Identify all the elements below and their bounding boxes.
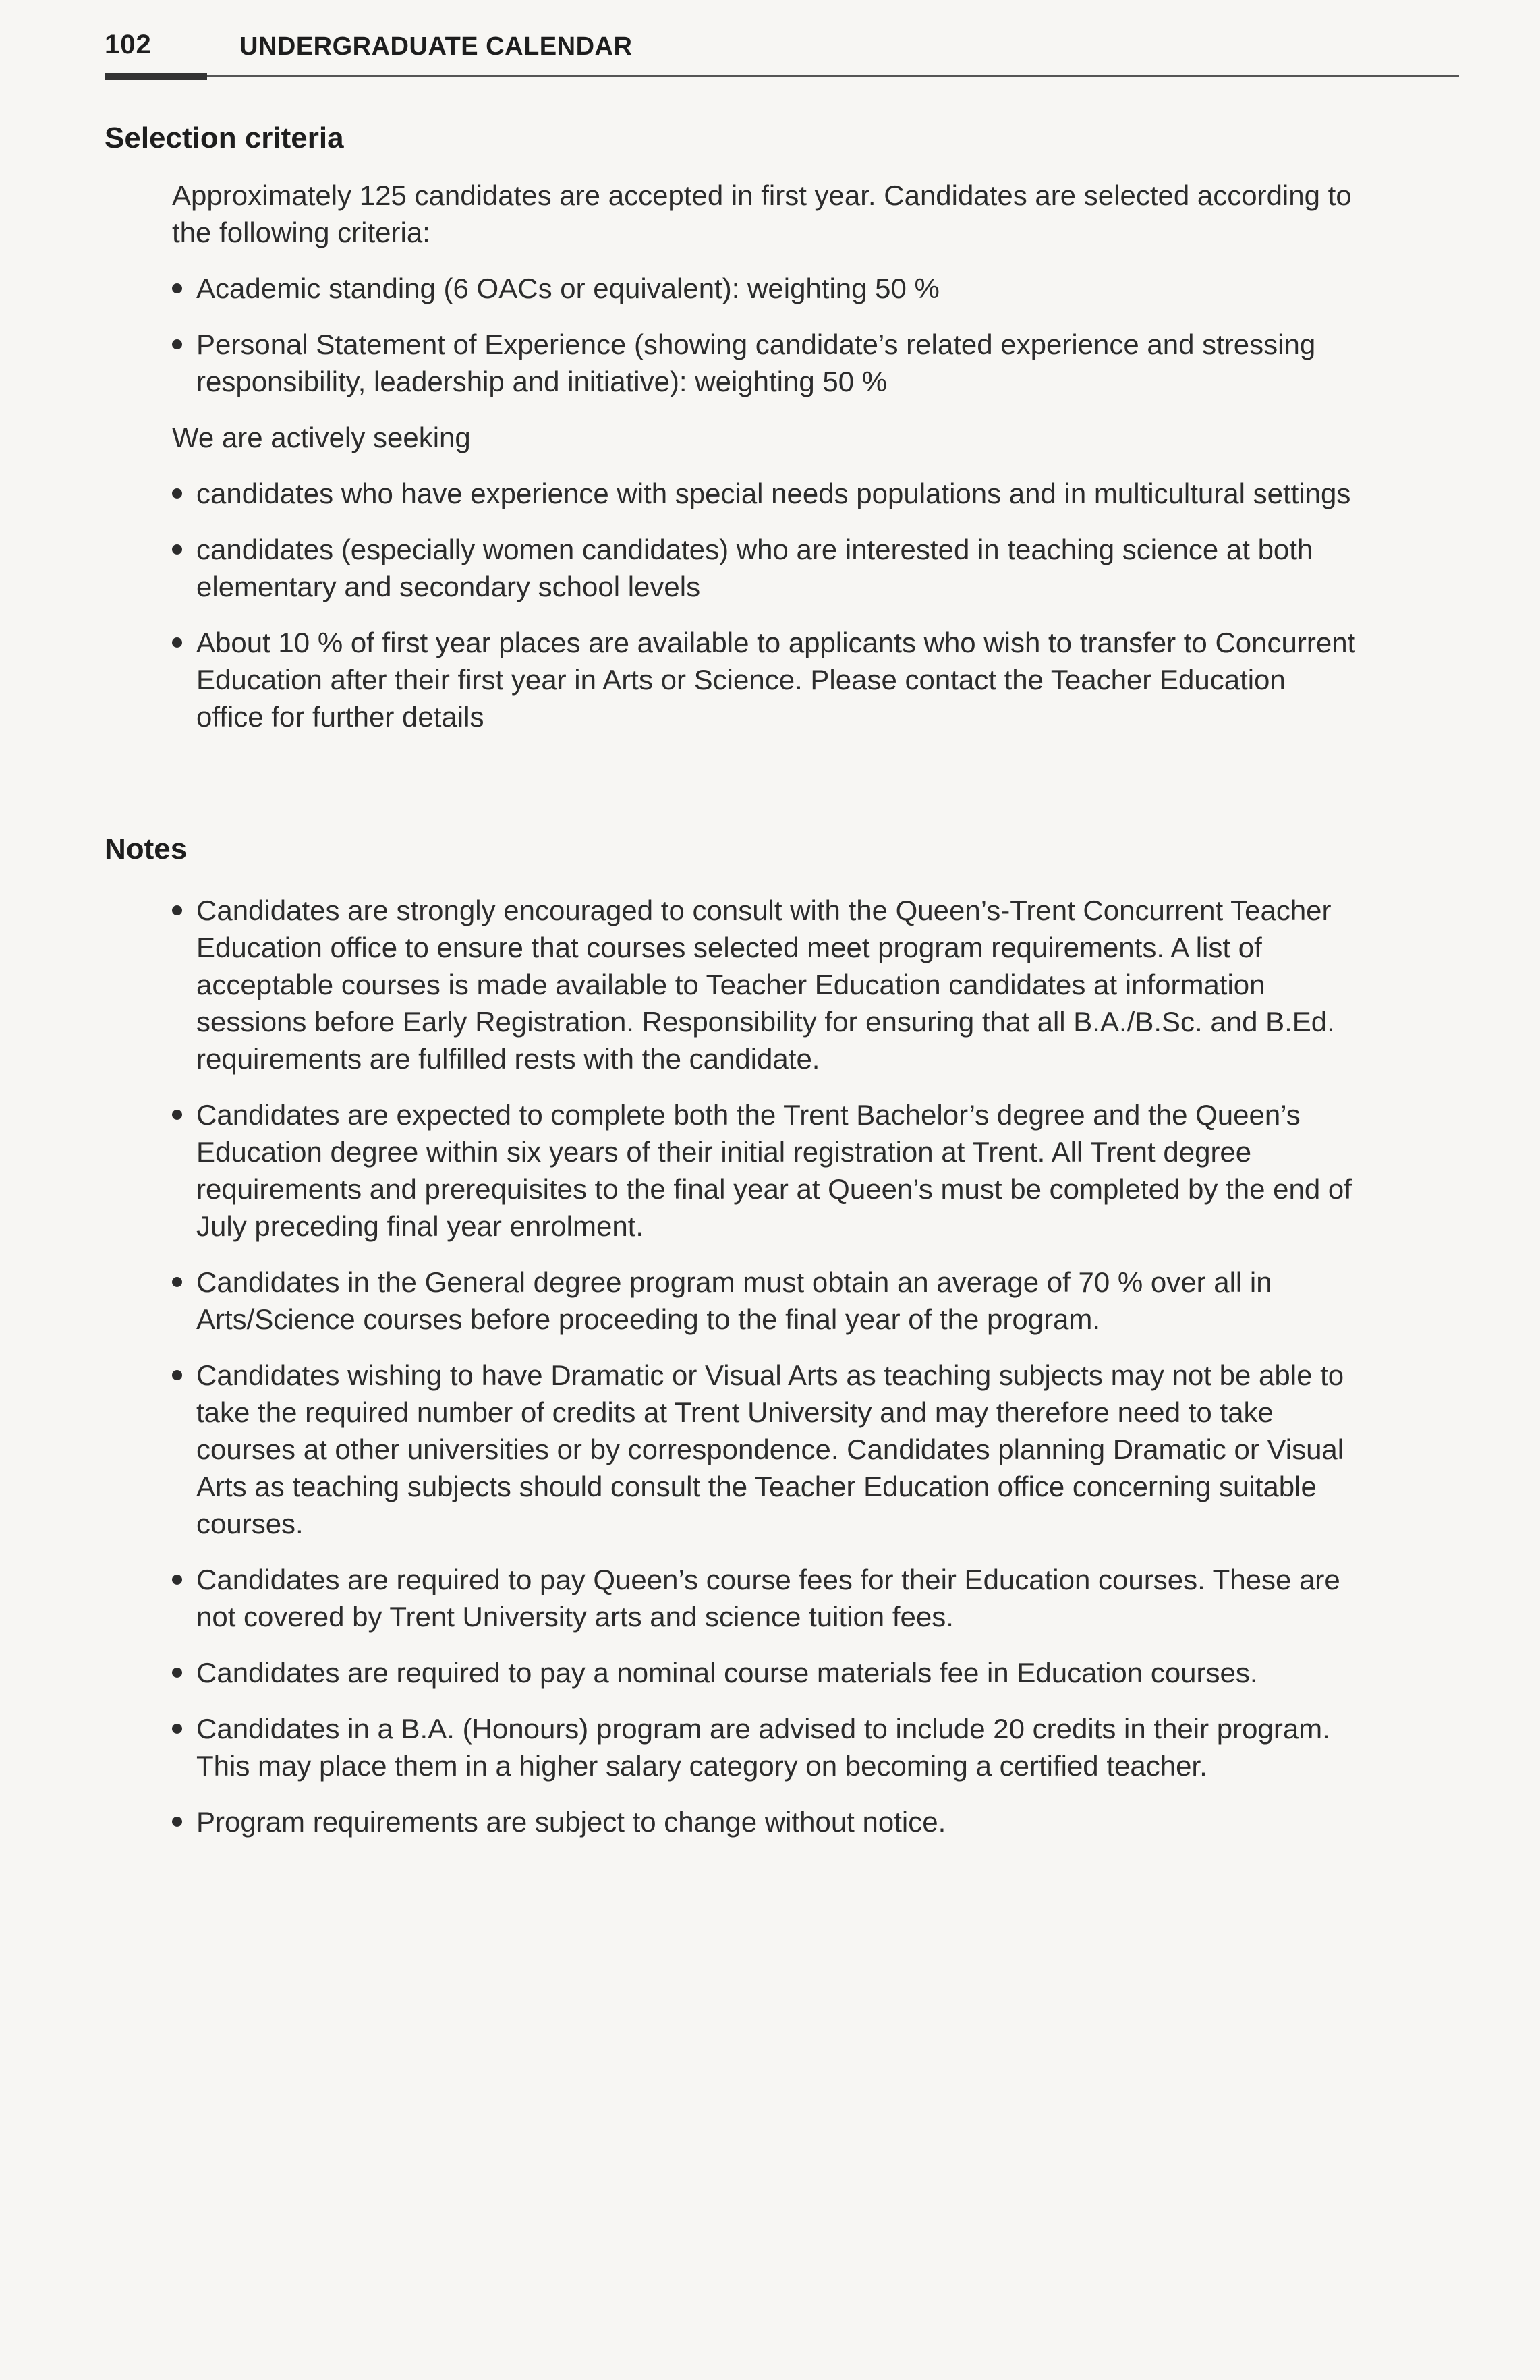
note-text: Candidates in a B.A. (Honours) program are advised to include 20 credits in their program. This may place them in a higher salary category on becoming a certified teacher. — [196, 1713, 1330, 1782]
running-title: UNDERGRADUATE CALENDAR — [239, 32, 633, 61]
bullet-icon — [172, 1817, 182, 1827]
seeking-intro: We are actively seeking — [172, 422, 471, 453]
note-text: Candidates in the General degree program must obtain an average of 70 % over all in Arts/Science courses before proceeding to the final year of the program. — [196, 1266, 1272, 1335]
bullet-icon — [172, 1277, 182, 1287]
list-item — [172, 1561, 1359, 1635]
page-header — [105, 30, 1352, 84]
list-item — [172, 1096, 1359, 1245]
note-text: Candidates wishing to have Dramatic or Visual Arts as teaching subjects may not be able to take the required number of credits at Trent University and may therefore need to take courses at other universities or by correspondence. Candidates planning Dramatic or Visual Arts as teaching subjects should consult the Teacher Education office concerning suitable courses. — [196, 1359, 1344, 1539]
list-item — [172, 1803, 1359, 1840]
selection-criteria-section — [172, 177, 1359, 735]
bullet-icon — [172, 1370, 182, 1380]
bullet-icon — [172, 638, 182, 648]
note-text: Program requirements are subject to change without notice. — [196, 1806, 946, 1838]
list-item — [172, 892, 1359, 1077]
bullet-icon — [172, 339, 182, 349]
selection-intro: Approximately 125 candidates are accepted in first year. Candidates are selected according to the following criteria: — [172, 179, 1352, 248]
bullet-icon — [172, 1110, 182, 1120]
page-number: 102 — [105, 30, 152, 59]
bullet-icon — [172, 1575, 182, 1585]
criteria-list — [172, 270, 1359, 400]
seeking-text: candidates (especially women candidates) who are interested in teaching science at both elementary and secondary school levels — [196, 534, 1313, 602]
list-item — [172, 531, 1359, 605]
seeking-list — [172, 475, 1359, 735]
list-item — [172, 326, 1359, 400]
note-text: Candidates are required to pay a nominal course materials fee in Education courses. — [196, 1657, 1258, 1689]
notes-list — [172, 892, 1359, 1840]
bullet-icon — [172, 905, 182, 915]
criterion-text: Personal Statement of Experience (showing candidate’s related experience and stressing responsibility, leadership and initiative): weighting 50 % — [196, 329, 1316, 397]
list-item — [172, 1710, 1359, 1784]
seeking-text: About 10 % of first year places are available to applicants who wish to transfer to Concurrent Education after their first year in Arts or Science. Please contact the Teacher Education office for further details — [196, 627, 1356, 733]
header-rule-thick — [105, 73, 207, 80]
notes-section — [172, 892, 1359, 1840]
list-item — [172, 270, 1359, 307]
seeking-text: candidates who have experience with special needs populations and in multicultural settings — [196, 478, 1351, 509]
bullet-icon — [172, 283, 182, 293]
section-heading-notes: Notes — [105, 832, 188, 866]
header-rule — [207, 75, 1459, 77]
criterion-text: Academic standing (6 OACs or equivalent): weighting 50 % — [196, 273, 940, 304]
section-heading-selection-criteria: Selection criteria — [105, 121, 344, 154]
list-item — [172, 624, 1359, 735]
note-text: Candidates are strongly encouraged to consult with the Queen’s-Trent Concurrent Teacher Education office to ensure that courses selected meet program requirements. A list of acceptable courses is made available to Teacher Education candidates at information sessions before Early Registration. Responsibility for ensuring that all B.A./B.Sc. and B.Ed. requirements are fulfilled rests with the candidate. — [196, 895, 1335, 1075]
list-item — [172, 475, 1359, 512]
note-text: Candidates are required to pay Queen’s course fees for their Education courses. These are not covered by Trent University arts and science tuition fees. — [196, 1564, 1340, 1633]
note-text: Candidates are expected to complete both the Trent Bachelor’s degree and the Queen’s Education degree within six years of their initial registration at Trent. All Trent degree requirements and prerequisites to the final year at Queen’s must be completed by the end of July preceding final year enrolment. — [196, 1099, 1352, 1242]
bullet-icon — [172, 1724, 182, 1734]
bullet-icon — [172, 1668, 182, 1678]
list-item — [172, 1357, 1359, 1542]
bullet-icon — [172, 488, 182, 499]
bullet-icon — [172, 544, 182, 555]
list-item — [172, 1654, 1359, 1691]
list-item — [172, 1264, 1359, 1338]
